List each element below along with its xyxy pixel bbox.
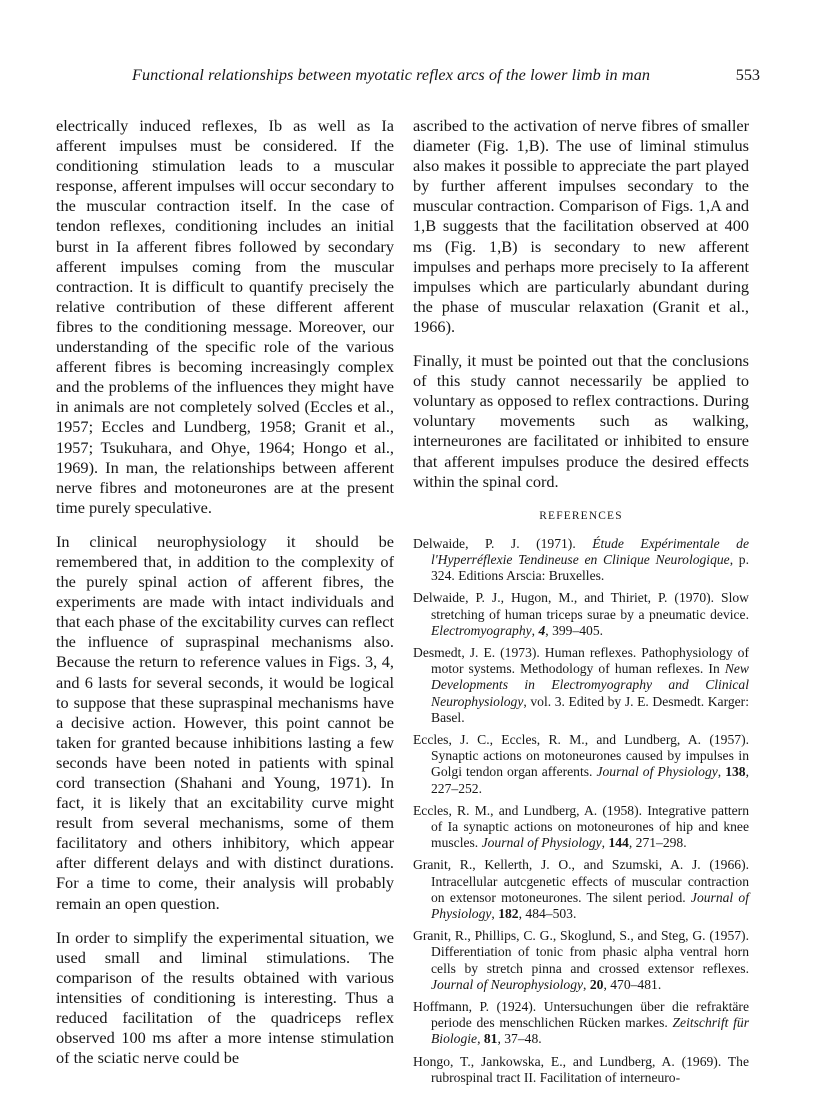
reference-item: Eccles, R. M., and Lundberg, A. (1958). Integrative pattern of Ia synaptic actions on motoneurones of hip and knee muscles. Journal of Physiology, 144, 271–298.: [413, 802, 749, 851]
reference-item: Hoffmann, P. (1924). Untersuchungen über die refraktäre periode des menschlichen Rücken markes. Zeitschrift für Biologie, 81, 37–48.: [413, 999, 749, 1047]
page-header: [132, 66, 760, 92]
body-paragraph: ascribed to the activation of nerve fibres of smaller diameter (Fig. 1,B). The use of liminal stimulus also makes it possible to appreciate the part played by further afferent impulses secondary to the muscular contraction. Comparison of Figs. 1,A and 1,B suggests that the facilitation observed at 400 ms (Fig. 1,B) is secondary to new afferent impulses and perhaps more precisely to Ia afferent impulses which are particularly abundant during the phase of muscular relaxation (Granit et al., 1966).: [413, 116, 749, 336]
reference-item: Granit, R., Kellerth, J. O., and Szumski, A. J. (1966). Intracellular autcgenetic effects of muscular contraction on extensor motoneurones. The silent period. Journal of Physiology, 182, 484–503.: [413, 857, 749, 922]
left-column: [56, 116, 394, 1068]
body-paragraph: In clinical neurophysiology it should be remembered that, in addition to the complexity of the purely spinal action of afferent fibres, the experiments are made with intact individuals and that each phase of the excitability curves can reflect the influence of supraspinal mechanisms also. Because the return to reference values in Figs. 3, 4, and 6 lasts for several seconds, it would be logical to suppose that these supraspinal mechanisms have a decisive action. However, this point cannot be taken for granted because inhibitions lasting a few seconds have been noted in patients with spinal cord transection (Shahani and Young, 1971). In fact, it is likely that an excitability curve might result from several mechanisms, some of them facilitatory and others inhibitory, which appear after different delays and with distinct durations. For a time to come, their analysis will probably remain an open question.: [56, 531, 394, 913]
body-paragraph: electrically induced reflexes, Ib as well as Ia afferent impulses must be considered. If the conditioning stimulation leads to a muscular response, afferent impulses will occur secondary to the muscular contraction itself. In the case of tendon reflexes, conditioning includes an initial burst in Ia afferent fibres followed by secondary afferent impulses coming from the muscular contraction. It is difficult to quantify precisely the relative contribution of these different afferent fibres to the conditioning message. Moreover, our understanding of the specific role of the various afferent fibres is becoming increasingly complex and the problems of the influences they might have in animals are not completely solved (Eccles et al., 1957; Eccles and Lundberg, 1958; Granit et al., 1957; Tsukuhara, and Ohye, 1964; Hongo et al., 1969). In man, the relationships between afferent nerve fibres and motoneurones are at the present time purely speculative.: [56, 116, 394, 517]
reference-item: Hongo, T., Jankowska, E., and Lundberg, A. (1969). The rubrospinal tract II. Facilitation of interneuro-: [413, 1053, 749, 1085]
body-paragraph: Finally, it must be pointed out that the conclusions of this study cannot necessarily be applied to voluntary as opposed to reflex contractions. During voluntary movements such as walking, interneurones are facilitated or inhibited to ensure that afferent impulses produce the desired effects within the spinal cord.: [413, 351, 749, 491]
running-title: Functional relationships between myotatic reflex arcs of the lower limb in man: [132, 66, 651, 84]
reference-item: Eccles, J. C., Eccles, R. M., and Lundberg, A. (1957). Synaptic actions on motoneurones caused by impulses in Golgi tendon organ afferents. Journal of Physiology, 138, 227–252.: [413, 732, 749, 796]
body-paragraph: In order to simplify the experimental situation, we used small and liminal stimulations. The comparison of the results obtained with various intensities of conditioning is interesting. Thus a reduced facilitation of the quadriceps reflex observed 100 ms after a more intense stimulation of the sciatic nerve could be: [56, 927, 394, 1068]
references-heading: REFERENCES: [539, 509, 623, 522]
right-column: [413, 116, 749, 1092]
page-number: 553: [735, 66, 760, 84]
reference-item: Delwaide, P. J., Hugon, M., and Thiriet, P. (1970). Slow stretching of human triceps surae by a pneumatic device. Electromyography, 4, 399–405.: [413, 590, 749, 638]
reference-item: Desmedt, J. E. (1973). Human reflexes. Pathophysiology of motor systems. Methodology of human reflexes. In New Developments in Electromyography and Clinical Neurophysiology, vol. 3. Edited by J. E. Desmedt. Karger: Basel.: [413, 645, 749, 725]
reference-item: Delwaide, P. J. (1971). Étude Expérimentale de l'Hyperréflexie Tendineuse en Clinique Neurologique, p. 324. Editions Arscia: Bruxelles.: [413, 535, 749, 584]
reference-list: [413, 536, 749, 1086]
reference-item: Granit, R., Phillips, C. G., Skoglund, S., and Steg, G. (1957). Differentiation of tonic from phasic alpha ventral horn cells by stretch pinna and crossed extensor reflexes. Journal of Neurophysiology, 20, 470–481.: [413, 928, 749, 992]
